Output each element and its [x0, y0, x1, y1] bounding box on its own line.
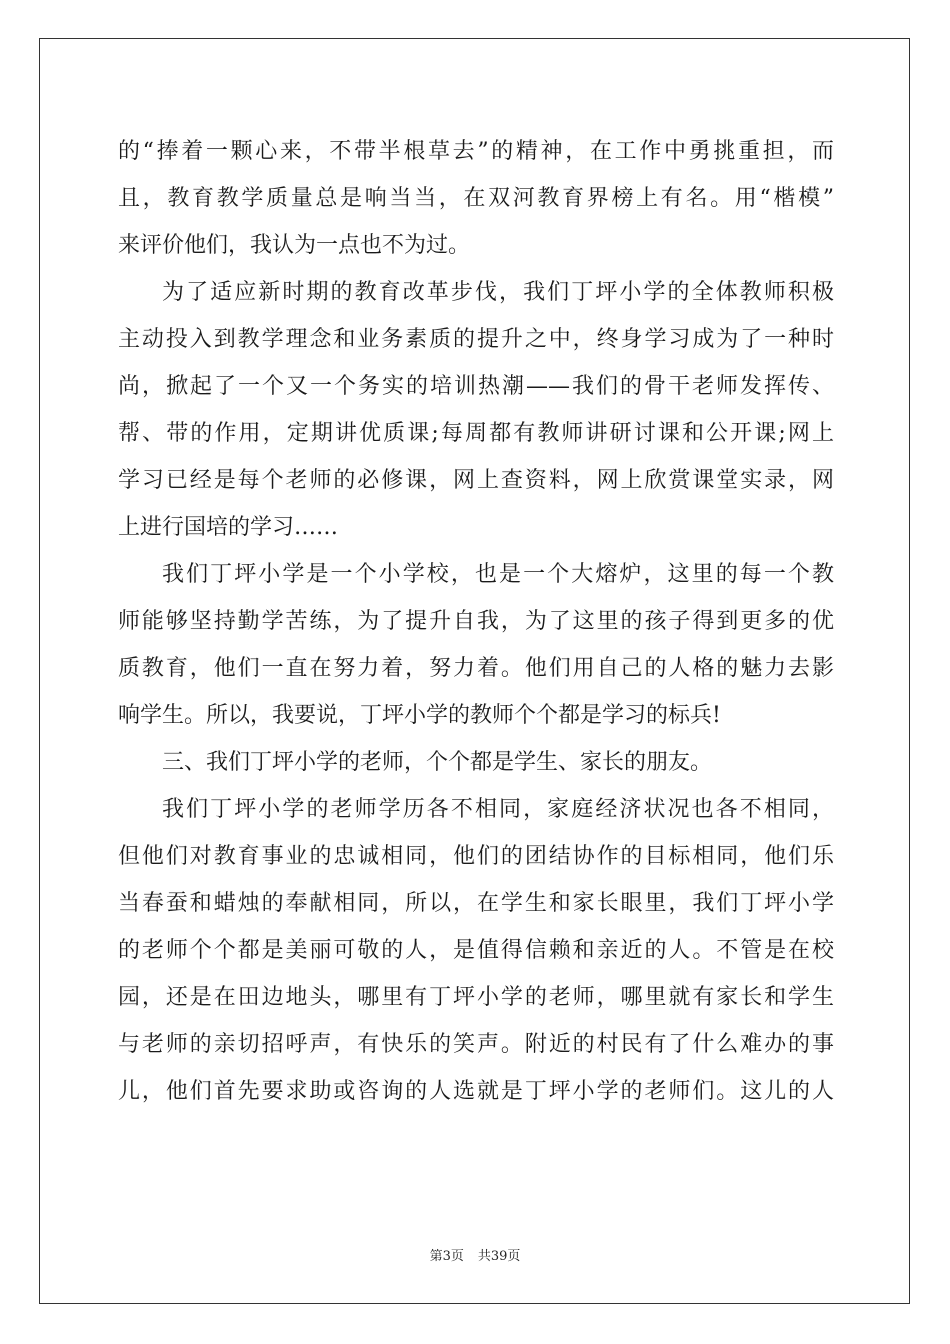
text-line: 我们丁坪小学是一个小学校，也是一个大熔炉，这里的每一个教	[162, 562, 834, 587]
text-line: 且，教育教学质量总是响当当，在双河教育界榜上有名。用“楷模”	[118, 186, 834, 211]
text-line: 与老师的亲切招呼声，有快乐的笑声。附近的村民有了什么难办的事	[118, 1032, 834, 1057]
text-line: 我们丁坪小学的老师学历各不相同，家庭经济状况也各不相同，	[162, 797, 834, 822]
text-line: 的老师个个都是美丽可敬的人，是值得信赖和亲近的人。不管是在校	[118, 938, 834, 963]
text-line: 上进行国培的学习……	[118, 515, 339, 540]
text-line: 主动投入到教学理念和业务素质的提升之中，终身学习成为了一种时	[118, 327, 834, 352]
text-line: 当春蚕和蜡烛的奉献相同，所以，在学生和家长眼里，我们丁坪小学	[118, 891, 834, 916]
text-line: 园，还是在田边地头，哪里有丁坪小学的老师，哪里就有家长和学生	[118, 985, 834, 1010]
text-line: 帮、带的作用，定期讲优质课;每周都有教师讲研讨课和公开课;网上	[118, 421, 834, 446]
page-footer	[0, 1245, 950, 1264]
text-line: 为了适应新时期的教育改革步伐，我们丁坪小学的全体教师积极	[162, 280, 834, 305]
text-line: 的“捧着一颗心来，不带半根草去”的精神，在工作中勇挑重担，而	[118, 139, 834, 164]
text-line: 但他们对教育事业的忠诚相同，他们的团结协作的目标相同，他们乐	[118, 844, 834, 869]
text-line: 三、我们丁坪小学的老师，个个都是学生、家长的朋友。	[162, 750, 713, 775]
page-total: 共39页	[477, 1249, 521, 1264]
text-line: 响学生。所以，我要说，丁坪小学的教师个个都是学习的标兵!	[118, 703, 721, 728]
text-line: 学习已经是每个老师的必修课，网上查资料，网上欣赏课堂实录，网	[118, 468, 834, 493]
page-number: 第3页	[429, 1249, 464, 1264]
text-line: 来评价他们，我认为一点也不为过。	[118, 233, 471, 258]
text-line: 质教育，他们一直在努力着，努力着。他们用自己的人格的魅力去影	[118, 656, 834, 681]
text-line: 尚，掀起了一个又一个务实的培训热潮——我们的骨干老师发挥传、	[118, 374, 834, 399]
text-line: 儿，他们首先要求助或咨询的人选就是丁坪小学的老师们。这儿的人	[118, 1079, 834, 1104]
document-body	[118, 128, 834, 1115]
text-line: 师能够坚持勤学苦练，为了提升自我，为了这里的孩子得到更多的优	[118, 609, 834, 634]
